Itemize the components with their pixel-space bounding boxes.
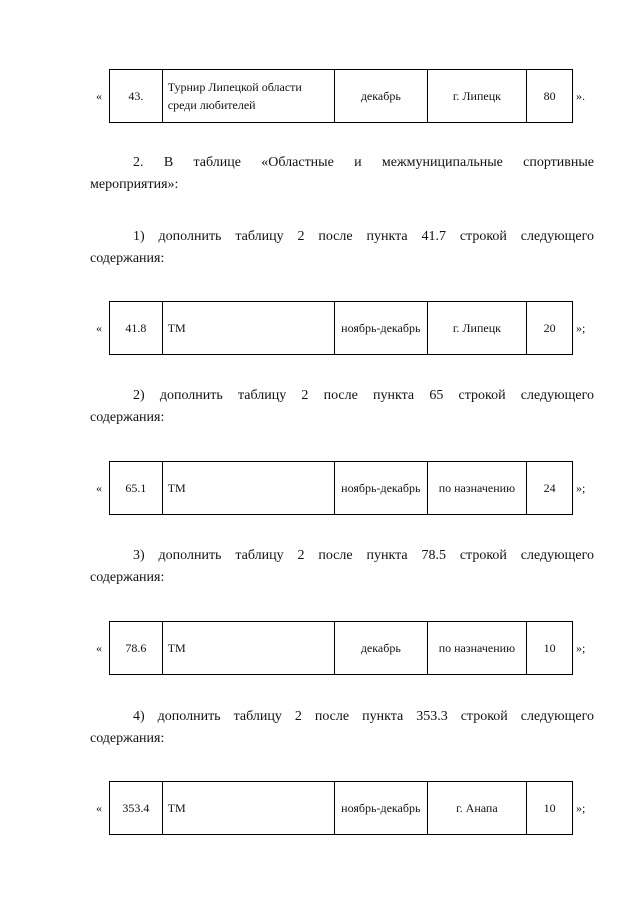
close-quote: »; [576, 481, 586, 495]
table-row [92, 69, 592, 123]
open-quote: « [96, 641, 102, 655]
event-date: ноябрь-декабрь [335, 462, 428, 514]
table-row [92, 461, 592, 515]
paragraph [90, 706, 594, 750]
event-date: декабрь [335, 70, 428, 122]
paragraph-line: 2. В таблице «Областные и межмуниципальные спортивные [133, 155, 594, 170]
paragraph-line: содержания: [90, 251, 165, 266]
event-date: ноябрь-декабрь [335, 782, 428, 834]
open-quote: « [96, 89, 102, 103]
paragraph-line: 1) дополнить таблицу 2 после пункта 41.7 строкой следующего [133, 229, 594, 244]
event-name: ТМ [163, 462, 335, 514]
event-name: ТМ [163, 782, 335, 834]
event-date: ноябрь-декабрь [335, 302, 428, 354]
close-quote: »; [576, 321, 586, 335]
close-quote: »; [576, 801, 586, 815]
table [109, 461, 573, 515]
event-name: ТМ [163, 622, 335, 674]
item-number: 65.1 [110, 462, 163, 514]
open-quote: « [96, 481, 102, 495]
table [109, 781, 573, 835]
table-row [92, 301, 592, 355]
table-row [92, 781, 592, 835]
paragraph-line: 2) дополнить таблицу 2 после пункта 65 строкой следующего [133, 388, 594, 403]
event-place: г. Липецк [428, 70, 528, 122]
event-name: Турнир Липецкой области среди любителей [163, 70, 335, 122]
event-place: г. Анапа [428, 782, 528, 834]
paragraph-line: мероприятия»: [90, 177, 179, 192]
open-quote: « [96, 321, 102, 335]
table [109, 69, 573, 123]
event-place: г. Липецк [428, 302, 528, 354]
item-number: 43. [110, 70, 163, 122]
participant-count: 20 [543, 321, 556, 335]
event-place: по назначению [428, 622, 528, 674]
table-row [92, 621, 592, 675]
paragraph [90, 226, 594, 270]
paragraph-line: 4) дополнить таблицу 2 после пункта 353.3 строкой следующего [133, 709, 594, 724]
paragraph [90, 152, 594, 196]
item-number: 41.8 [110, 302, 163, 354]
event-place: по назначению [428, 462, 528, 514]
table [109, 301, 573, 355]
event-date: декабрь [335, 622, 428, 674]
close-quote: ». [576, 89, 585, 103]
close-quote: »; [576, 641, 586, 655]
participant-count: 10 [543, 641, 556, 655]
table [109, 621, 573, 675]
open-quote: « [96, 801, 102, 815]
paragraph-line: 3) дополнить таблицу 2 после пункта 78.5 строкой следующего [133, 548, 594, 563]
paragraph-line: содержания: [90, 731, 165, 746]
participant-count: 80 [543, 89, 556, 103]
paragraph [90, 385, 594, 429]
paragraph-line: содержания: [90, 410, 165, 425]
event-name: ТМ [163, 302, 335, 354]
paragraph [90, 545, 594, 589]
item-number: 353.4 [110, 782, 163, 834]
participant-count: 24 [543, 481, 556, 495]
participant-count: 10 [543, 801, 556, 815]
paragraph-line: содержания: [90, 570, 165, 585]
item-number: 78.6 [110, 622, 163, 674]
